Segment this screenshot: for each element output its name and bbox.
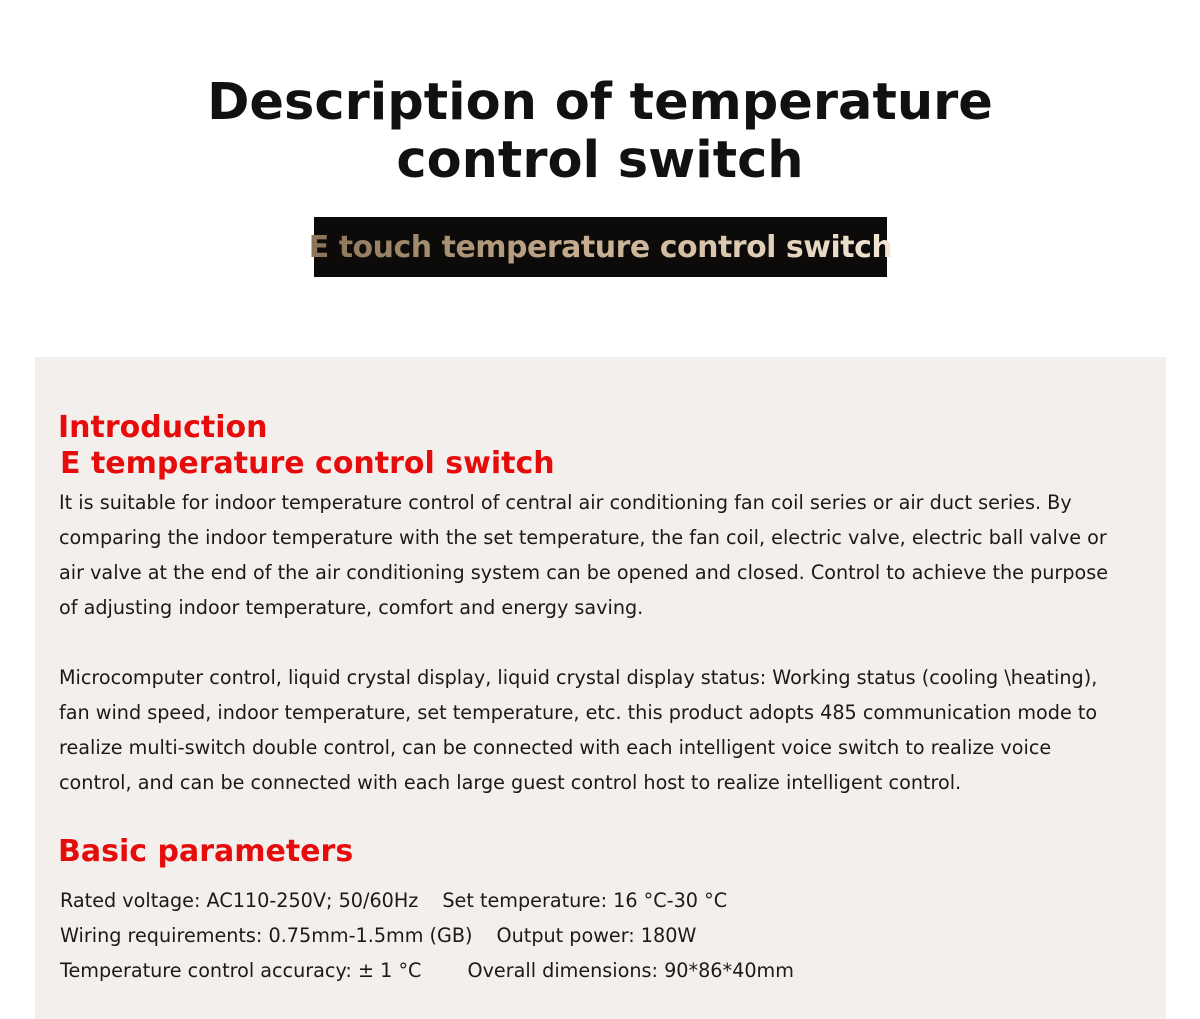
temperature-accuracy-parameter: Temperature control accuracy: ± 1 °C — [60, 959, 422, 982]
output-power-parameter: Output power: 180W — [496, 924, 697, 947]
set-temperature-parameter: Set temperature: 16 °C-30 °C — [442, 889, 728, 912]
parameter-row — [60, 883, 794, 918]
introduction-paragraph-1: It is suitable for indoor temperature control of central air conditioning fan coil series or air duct series. By comparing the indoor temperature with the set temperature, the fan coil, electric valve, electric ball valve or air valve at the end of the air conditioning system can be opened and closed. Control to achieve the purpose of adjusting indoor temperature, comfort and energy saving. — [59, 491, 1109, 619]
basic-parameters-heading: Basic parameters — [58, 834, 354, 869]
introduction-subheading: E temperature control switch — [60, 446, 555, 481]
page-title — [0, 74, 1200, 190]
parameter-row — [60, 918, 794, 953]
parameter-row — [60, 953, 794, 988]
wiring-requirements-parameter: Wiring requirements: 0.75mm-1.5mm (GB) — [60, 924, 473, 947]
overall-dimensions-parameter: Overall dimensions: 90*86*40mm — [467, 959, 794, 982]
basic-parameters-list — [60, 883, 794, 988]
introduction-paragraph-2: Microcomputer control, liquid crystal display, liquid crystal display status: Working status (cooling \heating), fan wind speed, indoor temperature, set temperature, etc. this product adopts 485 communication mode to realize multi-switch double control, can be connected with each intelligent voice switch to realize voice control, and can be connected with each large guest control host to realize intelligent control. — [59, 666, 1098, 794]
product-name-banner — [308, 217, 893, 277]
introduction-heading: Introduction — [58, 410, 268, 445]
product-name-banner-text: E touch temperature control switch — [308, 229, 893, 265]
page-title-line-2: control switch — [396, 131, 804, 190]
rated-voltage-parameter: Rated voltage: AC110-250V; 50/60Hz — [60, 889, 419, 912]
page-title-line-1: Description of temperature — [207, 73, 993, 132]
